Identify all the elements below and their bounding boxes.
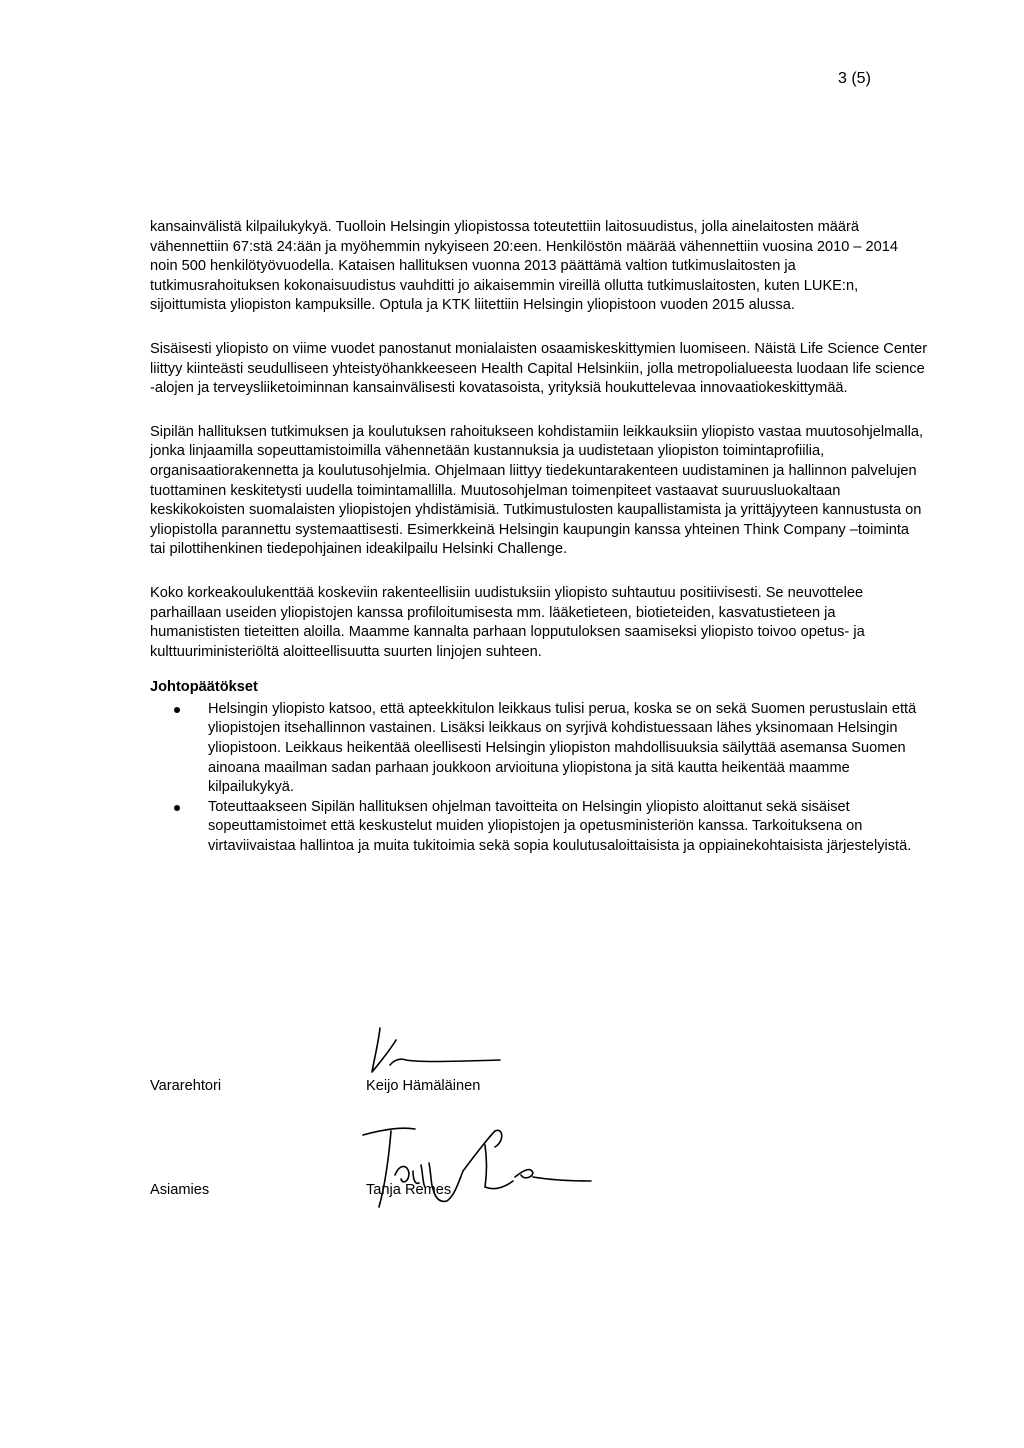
conclusions-list xyxy=(150,700,928,857)
conclusions-heading: Johtopäätökset xyxy=(150,679,258,696)
list-item xyxy=(150,798,928,857)
signatory-name: Keijo Hämäläinen xyxy=(366,1078,481,1094)
signature-image xyxy=(355,1115,595,1215)
signature-image xyxy=(360,1010,510,1080)
signatory-title: Vararehtori xyxy=(150,1078,222,1094)
paragraph: Sisäisesti yliopisto on viime vuodet panostanut monialaisten osaamiskeskittymien luomiseen. Näistä Life Science Center liittyy kiinteästi seudulliseen yhteistyöhankkeeseen Health Capital Helsinkiin, jolla metropolialueesta luodaan life science -alojen ja terveysliiketoiminnan kansainvälisesti kovatasoista, yrityksiä houkuttelevaa innovaatiokeskittymää. xyxy=(150,340,928,397)
bullet-icon xyxy=(174,805,180,811)
paragraph: Sipilän hallituksen tutkimuksen ja koulutuksen rahoitukseen kohdistamiin leikkauksiin yliopisto vastaa muutosohjelmalla, jonka linjaamilla sopeuttamistoimilla vähennetään kustannuksia ja uudistetaan yliopiston toimintaprofiilia, organisaatiorakennetta ja koulutusohjelmia. Ohjelmaan liittyy tiedekuntarakenteen uudistaminen ja hallinnon palvelujen tuottaminen keskitetysti uudella toimintamallilla. Muutosohjelman toimenpiteet vastaavat suuruusluokaltaan keskikokoisten suomalaisten yliopistojen yhdistämisiä. Tutkimustulosten kaupallistamista ja yrittäjyyteen kannustusta on yliopistolla parannettu systemaattisesti. Esimerkkeinä Helsingin kaupungin kanssa yhteinen Think Company –toiminta tai pilottihenkinen tiedepohjainen ideakilpailu Helsinki Challenge. xyxy=(150,423,924,558)
paragraph: kansainvälistä kilpailukykyä. Tuolloin Helsingin yliopistossa toteutettiin laitosuudistus, jolla ainelaitosten määrä vähennettiin 67:stä 24:ään ja myöhemmin nykyiseen 20:een. Henkilöstön määrää vähennettiin vuosina 2010 – 2014 noin 500 henkilötyövuodella. Kataisen hallituksen vuonna 2013 päättämä valtion tutkimuslaitosten ja tutkimusrahoituksen kokonaisuudistus vauhditti jo aikaisemmin vireillä ollutta tutkimuslaitosten, kuten LUKE:n, sijoittumista yliopiston kampuksille. Optula ja KTK liitettiin Helsingin yliopistoon vuoden 2015 alussa. xyxy=(150,219,899,314)
page-number: 3 (5) xyxy=(838,70,871,87)
list-item-text: Toteuttaakseen Sipilän hallituksen ohjelman tavoitteita on Helsingin yliopisto aloittanut sekä sisäiset sopeuttamistoimet että keskustelut muiden yliopistojen ja opetusministeriön kanssa. Tarkoituksena on virtaviivaistaa hallintoa ja muita tukitoimia sekä sopia koulutusaloittaisista ja oppiainekohtaisista järjestelyistä. xyxy=(208,798,912,855)
signatory-title: Asiamies xyxy=(150,1182,210,1198)
bullet-icon xyxy=(174,707,180,713)
signatory-name: Tanja Remes xyxy=(366,1182,452,1198)
list-item xyxy=(150,700,928,798)
document-body xyxy=(150,218,928,857)
list-item-text: Helsingin yliopisto katsoo, että apteekkitulon leikkaus tulisi perua, koska se on sekä Suomen perustuslain että yliopistojen itsehallinnon vastainen. Lisäksi leikkaus on syrjivä kohdistuessaan lähes yksinomaan Helsingin yliopistoon. Leikkaus heikentää oleellisesti Helsingin yliopiston mahdollisuuksia säilyttää asemansa Suomen ainoana maailman sadan parhaan joukkoon arvioituna yliopistona ja sitä kautta heikentää maamme kilpailukykyä. xyxy=(208,700,917,796)
paragraph: Koko korkeakoulukenttää koskeviin rakenteellisiin uudistuksiin yliopisto suhtautuu positiivisesti. Se neuvottelee parhaillaan useiden yliopistojen kanssa profiloitumisesta mm. lääketieteen, biotieteiden, kasvatustieteen ja humanististen tieteitten aloilla. Maamme kannalta parhaan lopputuloksen saamiseksi yliopisto toivoo opetus- ja kulttuuriministeriöltä aloitteellisuutta suurten linjojen suhteen. xyxy=(150,584,865,660)
